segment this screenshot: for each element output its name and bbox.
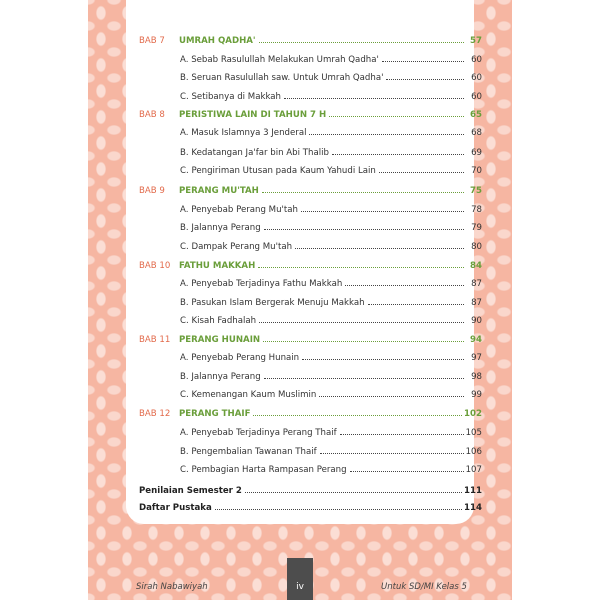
toc-item[interactable] [180, 166, 482, 178]
item-title: A. Penyebab Perang Mu'tah [180, 205, 298, 215]
toc-item[interactable] [180, 390, 482, 402]
item-title: A. Masuk Islamnya 3 Jenderal [180, 128, 307, 138]
page-number: 111 [464, 486, 482, 496]
item-title: A. Penyebab Terjadinya Perang Thaif [180, 428, 337, 438]
page-number: 98 [471, 372, 482, 382]
item-title: B. Jalannya Perang [180, 372, 261, 382]
leader-dots [284, 98, 464, 99]
leader-dots [320, 453, 464, 454]
item-title: Daftar Pustaka [139, 503, 212, 513]
page-number: 107 [465, 465, 482, 475]
page-number: 90 [471, 316, 482, 326]
toc-item[interactable] [180, 447, 482, 459]
leader-dots [309, 134, 464, 135]
chapter-row[interactable] [139, 335, 482, 347]
page-number: 105 [465, 428, 482, 438]
chapter-title: PERANG HUNAIN [179, 335, 261, 345]
item-title: A. Sebab Rasulullah Melakukan Umrah Qadha' [180, 55, 379, 65]
toc-item[interactable] [180, 465, 482, 477]
leader-dots [350, 471, 464, 472]
chapter-number: BAB 12 [139, 409, 171, 419]
chapter-number: BAB 9 [139, 186, 165, 196]
item-title: B. Seruan Rasulullah saw. Untuk Umrah Qadha' [180, 73, 384, 83]
leader-dots [259, 42, 464, 43]
chapter-row[interactable] [139, 186, 482, 198]
leader-dots [245, 492, 462, 493]
toc-item[interactable] [180, 298, 482, 310]
toc-item[interactable] [180, 205, 482, 217]
page-number: 87 [471, 279, 482, 289]
page-number: 106 [465, 447, 482, 457]
toc-item[interactable] [180, 223, 482, 235]
chapter-row[interactable] [139, 110, 482, 122]
chapter-row[interactable] [139, 409, 482, 421]
leader-dots [263, 341, 464, 342]
page-number: 78 [471, 205, 482, 215]
page-number: 94 [470, 335, 482, 345]
page-number: 60 [471, 55, 482, 65]
leader-dots [259, 322, 464, 323]
toc-item[interactable] [180, 73, 482, 85]
item-title: B. Kedatangan Ja'far bin Abi Thalib [180, 148, 329, 158]
toc-item[interactable] [180, 428, 482, 440]
item-title: A. Penyebab Terjadinya Fathu Makkah [180, 279, 343, 289]
item-title: A. Penyebab Perang Hunain [180, 353, 300, 363]
chapter-number: BAB 10 [139, 261, 171, 271]
page-number: 75 [470, 186, 482, 196]
item-title: C. Dampak Perang Mu'tah [180, 242, 293, 252]
page-number-label: iv [296, 582, 304, 592]
leader-dots [253, 415, 462, 416]
item-title: B. Pengembalian Tawanan Thaif [180, 447, 317, 457]
leader-dots [340, 434, 464, 435]
page-number: 80 [471, 242, 482, 252]
page-number: 57 [470, 36, 482, 46]
leader-dots [295, 248, 464, 249]
chapter-title: PERANG THAIF [179, 409, 251, 419]
page-number: 69 [471, 148, 482, 158]
item-title: C. Kisah Fadhalah [180, 316, 257, 326]
footer-grade-label: Untuk SD/MI Kelas 5 [381, 582, 467, 592]
item-title: B. Pasukan Islam Bergerak Menuju Makkah [180, 298, 365, 308]
page-number: 60 [471, 73, 482, 83]
leader-dots [332, 154, 464, 155]
chapter-number: BAB 11 [139, 335, 171, 345]
leader-dots [258, 267, 464, 268]
chapter-number: BAB 8 [139, 110, 165, 120]
item-title: C. Pengiriman Utusan pada Kaum Yahudi Lain [180, 166, 376, 176]
chapter-title: PERANG MU'TAH [179, 186, 259, 196]
leader-dots [302, 359, 464, 360]
item-title: B. Jalannya Perang [180, 223, 261, 233]
page-number: 87 [471, 298, 482, 308]
toc-item[interactable] [180, 316, 482, 328]
item-title: C. Setibanya di Makkah [180, 92, 281, 102]
leader-dots [264, 378, 464, 379]
toc-item[interactable] [180, 372, 482, 384]
toc-item[interactable] [180, 353, 482, 365]
page-number: 68 [471, 128, 482, 138]
chapter-title: FATHU MAKKAH [179, 261, 256, 271]
chapter-title: UMRAH QADHA' [179, 36, 256, 46]
page-number: 70 [471, 166, 482, 176]
toc-item[interactable] [180, 128, 482, 140]
page-number: 97 [471, 353, 482, 363]
page-number: 84 [470, 261, 482, 271]
page-number-tab [287, 558, 313, 600]
leader-dots [368, 304, 464, 305]
leader-dots [345, 285, 464, 286]
toc-item[interactable] [180, 242, 482, 254]
page-number: 114 [464, 503, 482, 513]
leader-dots [379, 172, 464, 173]
chapter-row[interactable] [139, 261, 482, 273]
leader-dots [386, 79, 464, 80]
chapter-row[interactable] [139, 36, 482, 48]
footer-book-title: Sirah Nabawiyah [136, 582, 208, 592]
toc-item[interactable] [180, 279, 482, 291]
item-title: C. Pembagian Harta Rampasan Perang [180, 465, 347, 475]
page-number: 102 [464, 409, 482, 419]
leader-dots [382, 61, 464, 62]
toc-item[interactable] [180, 92, 482, 104]
page-number: 79 [471, 223, 482, 233]
leader-dots [264, 229, 464, 230]
page-number: 65 [470, 110, 482, 120]
page-number: 99 [471, 390, 482, 400]
leader-dots [215, 509, 462, 510]
page-number: 60 [471, 92, 482, 102]
item-title: C. Kemenangan Kaum Muslimin [180, 390, 317, 400]
item-title: Penilaian Semester 2 [139, 486, 242, 496]
leader-dots [319, 396, 464, 397]
leader-dots [301, 211, 464, 212]
toc-extra-row[interactable] [139, 503, 482, 515]
toc-item[interactable] [180, 55, 482, 67]
leader-dots [329, 116, 464, 117]
toc-extra-row[interactable] [139, 486, 482, 498]
chapter-title: PERISTIWA LAIN DI TAHUN 7 H [179, 110, 327, 120]
chapter-number: BAB 7 [139, 36, 165, 46]
leader-dots [262, 192, 464, 193]
toc-item[interactable] [180, 148, 482, 160]
